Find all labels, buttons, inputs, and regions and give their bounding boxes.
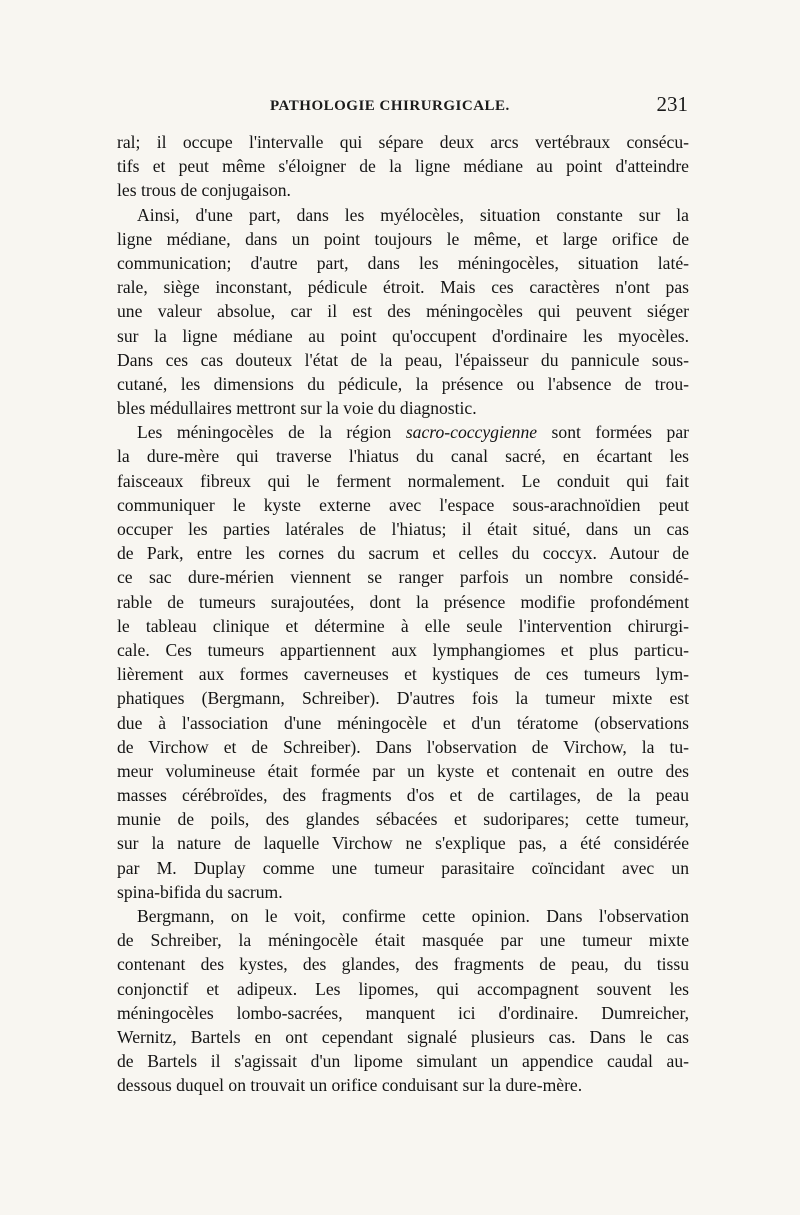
text-line: dessous duquel on trouvait un orifice conduisant sur la dure-mère. [117,1075,583,1096]
text-fragment: sont formées par [537,422,689,443]
text-line: Wernitz, Bartels en ont cependant signalé plusieurs cas. Dans le cas [117,1026,689,1047]
text-line: Dans ces cas douteux l'état de la peau, l'épaisseur du pannicule sous- [117,349,689,370]
text-line-with-italic [117,420,689,444]
text-line: les trous de conjugaison. [117,180,291,201]
text-line: par M. Duplay comme une tumeur parasitaire coïncidant avec un [117,857,689,878]
page-number: 231 [656,92,688,116]
text-line: cale. Ces tumeurs appartiennent aux lymphangiomes et plus particu- [117,639,689,660]
text-line: sur la nature de laquelle Virchow ne s'explique pas, a été considérée [117,833,689,854]
text-line: cutané, les dimensions du pédicule, la présence ou l'absence de trou- [117,373,689,394]
text-line: de Park, entre les cornes du sacrum et celles du coccyx. Autour de [117,543,689,564]
body-text [117,130,689,1098]
text-line: de Virchow et de Schreiber). Dans l'observation de Virchow, la tu- [117,736,689,757]
text-line: lièrement aux formes caverneuses et kystiques de ces tumeurs lym- [117,664,689,685]
text-line: phatiques (Bergmann, Schreiber). D'autres fois la tumeur mixte est [117,688,689,709]
text-line: ligne médiane, dans un point toujours le même, et large orifice de [117,228,689,249]
text-line: de Bartels il s'agissait d'un lipome simulant un appendice caudal au- [117,1051,689,1072]
text-line: le tableau clinique et détermine à elle seule l'intervention chirurgi- [117,615,689,636]
text-line: de Schreiber, la méningocèle était masquée par une tumeur mixte [117,930,689,951]
text-line: la dure-mère qui traverse l'hiatus du canal sacré, en écartant les [117,446,689,467]
text-line: Bergmann, on le voit, confirme cette opinion. Dans l'observation [137,906,689,926]
text-fragment: Les méningocèles de la région [137,422,406,443]
text-line: une valeur absolue, car il est des méningocèles qui peuvent siéger [117,301,689,322]
running-head [118,92,688,126]
italic-term: sacro-coccygienne [405,422,538,443]
text-line: rale, siège inconstant, pédicule étroit. Mais ces caractères n'ont pas [117,277,689,298]
text-line: tifs et peut même s'éloigner de la ligne médiane au point d'atteindre [117,156,689,177]
text-line: munie de poils, des glandes sébacées et sudoripares; cette tumeur, [117,809,689,830]
text-line: due à l'association d'une méningocèle et d'un tératome (observations [117,712,689,733]
text-line: conjonctif et adipeux. Les lipomes, qui accompagnent souvent les [117,978,689,999]
text-line: ce sac dure-mérien viennent se ranger parfois un nombre considé- [117,567,689,588]
text-line: communiquer le kyste externe avec l'espace sous-arachnoïdien peut [117,494,689,515]
text-line: bles médullaires mettront sur la voie du diagnostic. [117,398,477,419]
text-line: rable de tumeurs surajoutées, dont la présence modifie profondément [117,591,689,612]
text-line: communication; d'autre part, dans les méningocèles, situation laté- [117,252,689,273]
text-line: Ainsi, d'une part, dans les myélocèles, situation constante sur la [137,204,689,225]
text-line: faisceaux fibreux qui le ferment normalement. Le conduit qui fait [117,470,689,491]
text-line: contenant des kystes, des glandes, des fragments de peau, du tissu [117,954,689,975]
text-line: spina-bifida du sacrum. [117,881,283,902]
text-line: meur volumineuse était formée par un kyste et contenait en outre des [117,760,689,781]
text-line: masses cérébroïdes, des fragments d'os et de cartilages, de la peau [117,785,689,806]
text-line: méningocèles lombo-sacrées, manquent ici d'ordinaire. Dumreicher, [117,1002,689,1023]
text-line: sur la ligne médiane au point qu'occupent d'ordinaire les myocèles. [117,325,689,346]
text-line: occuper les parties latérales de l'hiatus; il était situé, dans un cas [117,519,689,539]
running-title: PATHOLOGIE CHIRURGICALE. [270,98,510,114]
text-line: ral; il occupe l'intervalle qui sépare deux arcs vertébraux consécu- [117,132,689,152]
